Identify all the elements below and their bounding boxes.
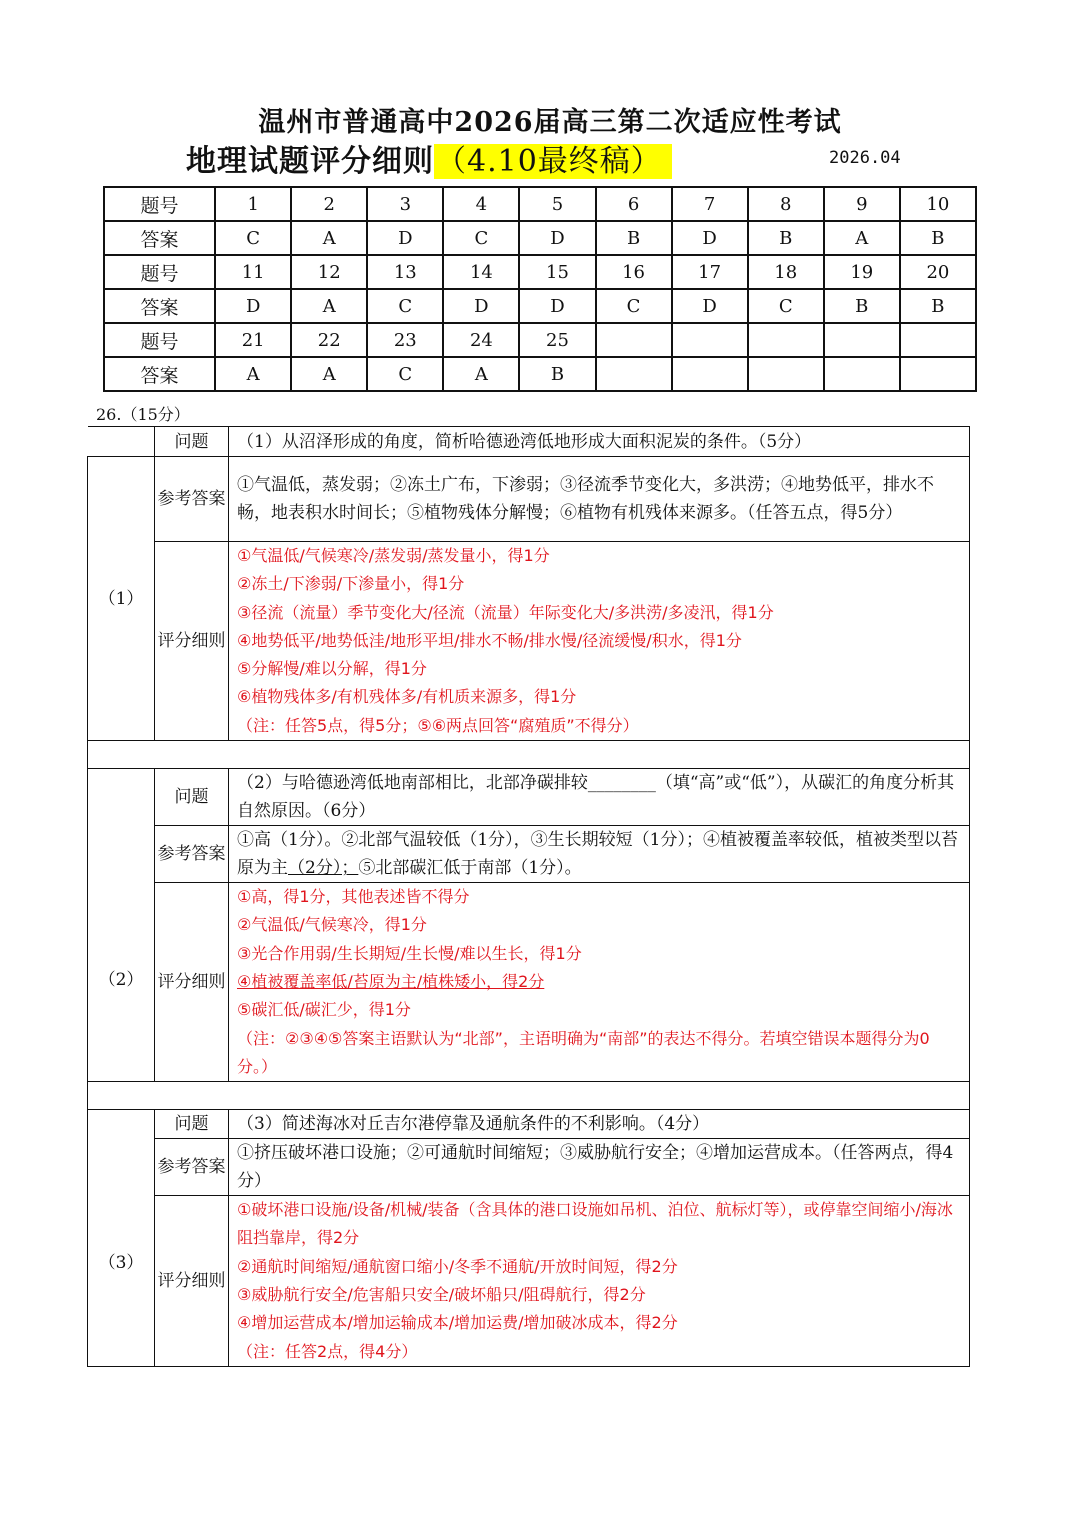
answer-cell: A: [291, 221, 367, 255]
answer-cell: A: [443, 357, 519, 391]
part1-id: （1）: [88, 457, 155, 741]
question-number-cell: 11: [215, 255, 291, 289]
answer-cell: [900, 357, 976, 391]
answer-cell: D: [519, 221, 595, 255]
question-number-label: 题号: [104, 255, 215, 289]
scoring-item: ①高，得1分，其他表述皆不得分: [237, 887, 470, 907]
part1-reference-row: [88, 457, 970, 542]
question-number-cell: [596, 323, 672, 357]
question-number-cell: 8: [748, 187, 824, 221]
part3-question: （3）简述海冰对丘吉尔港停靠及通航条件的不利影响。（4分）: [229, 1110, 970, 1139]
subtitle-text: 地理试题评分细则: [186, 144, 434, 179]
answer-label: 答案: [104, 221, 215, 255]
scoring-item: ⑤碳汇低/碳汇少，得1分: [237, 1000, 411, 1020]
question-number-label: 题号: [104, 323, 215, 357]
document-date: 2026.04: [829, 148, 901, 168]
scoring-item: ④增加运营成本/增加运输成本/增加运费/增加破冰成本，得2分: [237, 1313, 678, 1333]
answer-cell: D: [519, 289, 595, 323]
question-number-cell: 25: [519, 323, 595, 357]
question-number-cell: 20: [900, 255, 976, 289]
part2-question-row: [88, 769, 970, 826]
part1-reference: ①气温低，蒸发弱；②冻土广布，下渗弱；③径流季节变化大，多洪涝；④地势低平，排水不畅，地表积水时间长；⑤植物残体分解慢；⑥植物有机残体来源多。（任答五点，得5分）: [229, 457, 970, 542]
answer-row: [104, 221, 976, 255]
question-number-cell: 1: [215, 187, 291, 221]
question-number-cell: 9: [824, 187, 900, 221]
question-number-cell: [900, 323, 976, 357]
question-label: 问题: [155, 769, 229, 826]
question-number-cell: [748, 323, 824, 357]
question-number-row: [104, 323, 976, 357]
answer-cell: [596, 357, 672, 391]
answer-cell: B: [596, 221, 672, 255]
question-number-cell: 16: [596, 255, 672, 289]
answer-cell: B: [824, 289, 900, 323]
spacer-row: [88, 741, 970, 769]
part3-scoring-list: [229, 1196, 970, 1367]
scoring-note: （注：任答2点，得4分）: [237, 1341, 418, 1361]
document-title: 温州市普通高中2026届高三第二次适应性考试: [258, 107, 842, 138]
answer-cell: D: [443, 289, 519, 323]
scoring-item: ③径流（流量）季节变化大/径流（流量）年际变化大/多洪涝/多凌汛，得1分: [237, 602, 774, 622]
part3-reference: ①挤压破坏港口设施；②可通航时间缩短；③威胁航行安全；④增加运营成本。（任答两点，得4分）: [229, 1139, 970, 1196]
answer-label: 答案: [104, 357, 215, 391]
question-number-cell: 22: [291, 323, 367, 357]
question-number-cell: 4: [443, 187, 519, 221]
part3-reference-row: [88, 1139, 970, 1196]
answer-cell: A: [291, 357, 367, 391]
answer-row: [104, 289, 976, 323]
question-number-cell: 2: [291, 187, 367, 221]
answer-cell: [824, 357, 900, 391]
answer-cell: [672, 357, 748, 391]
part1-scoring-list: [229, 542, 970, 741]
scoring-item: ①气温低/气候寒冷/蒸发弱/蒸发量小，得1分: [237, 546, 550, 565]
answer-label: 答案: [104, 289, 215, 323]
answer-cell: C: [367, 289, 443, 323]
answer-cell: C: [443, 221, 519, 255]
answer-cell: B: [900, 221, 976, 255]
question-number-cell: 18: [748, 255, 824, 289]
scoring-item: ①破坏港口设施/设备/机械/装备（含具体的港口设施如吊机、泊位、航标灯等），或停靠空间缩小/海冰阻挡靠岸，得2分: [237, 1200, 953, 1248]
answer-row: [104, 357, 976, 391]
question-number-cell: [824, 323, 900, 357]
question-number-cell: 10: [900, 187, 976, 221]
final-draft-highlight: （4.10最终稿）: [434, 144, 672, 179]
answer-cell: D: [672, 221, 748, 255]
part3-question-row: [88, 1110, 970, 1139]
answer-cell: C: [215, 221, 291, 255]
part2-reference: ①高（1分）。②北部气温较低（1分），③生长期较短（1分）；④植被覆盖率较低，植被类型以苔原为主（2分）；⑤北部碳汇低于南部（1分）。: [229, 826, 970, 883]
part3-id: （3）: [88, 1110, 155, 1367]
question-number-cell: 7: [672, 187, 748, 221]
answer-cell: A: [824, 221, 900, 255]
question-number-cell: 3: [367, 187, 443, 221]
part2-id: （2）: [88, 769, 155, 1082]
question-number-cell: 5: [519, 187, 595, 221]
question-number-cell: 23: [367, 323, 443, 357]
answer-key-table: [103, 186, 977, 392]
answer-cell: D: [367, 221, 443, 255]
part2-scoring-row: [88, 883, 970, 1082]
question-label: 问题: [155, 1110, 229, 1139]
question-number-cell: 12: [291, 255, 367, 289]
reference-label: 参考答案: [155, 1139, 229, 1196]
answer-cell: [748, 357, 824, 391]
scoring-item: ⑥植物残体多/有机残体多/有机质来源多，得1分: [237, 687, 577, 707]
question-number-row: [104, 255, 976, 289]
scoring-note: （注：②③④⑤答案主语默认为“北部”，主语明确为“南部”的表达不得分。若填空错误本题得分为0分。）: [237, 1028, 930, 1076]
answer-cell: B: [900, 289, 976, 323]
part1-question: （1）从沼泽形成的角度，简析哈德逊湾低地形成大面积泥炭的条件。（5分）: [229, 427, 970, 457]
part2-reference-row: [88, 826, 970, 883]
reference-label: 参考答案: [155, 457, 229, 542]
reference-label: 参考答案: [155, 826, 229, 883]
answer-cell: A: [215, 357, 291, 391]
part2-scoring-list: [229, 883, 970, 1082]
answer-cell: B: [748, 221, 824, 255]
question-number-cell: 15: [519, 255, 595, 289]
scoring-item: ③光合作用弱/生长期短/生长慢/难以生长，得1分: [237, 943, 582, 963]
part2-question: （2）与哈德逊湾低地南部相比，北部净碳排较________（填“高”或“低”），从碳汇的角度分析其自然原因。（6分）: [229, 769, 970, 826]
scoring-note: （注：任答5点，得5分；⑤⑥两点回答“腐殖质”不得分）: [237, 715, 639, 735]
scoring-item: ④地势低平/地势低洼/地形平坦/排水不畅/排水慢/径流缓慢/积水，得1分: [237, 630, 742, 650]
question-number-cell: 6: [596, 187, 672, 221]
question-26-heading: 26.（15分）: [96, 405, 190, 424]
part1-scoring-row: [88, 542, 970, 741]
scoring-item: ③威胁航行安全/危害船只安全/破坏船只/阻碍航行，得2分: [237, 1285, 646, 1305]
question-number-cell: 17: [672, 255, 748, 289]
document-subtitle: [186, 136, 672, 180]
scoring-item: ②通航时间缩短/通航窗口缩小/冬季不通航/开放时间短，得2分: [237, 1256, 678, 1276]
answer-cell: C: [748, 289, 824, 323]
part3-scoring-row: [88, 1196, 970, 1367]
scoring-label: 评分细则: [155, 883, 229, 1082]
scoring-rubric-table: [87, 426, 970, 1367]
question-number-cell: 13: [367, 255, 443, 289]
part1-question-row: [88, 427, 970, 457]
question-number-cell: 14: [443, 255, 519, 289]
answer-cell: C: [596, 289, 672, 323]
scoring-item: ⑤分解慢/难以分解，得1分: [237, 659, 427, 679]
answer-cell: D: [672, 289, 748, 323]
scoring-item: ④植被覆盖率低/苔原为主/植株矮小，得2分: [237, 971, 545, 991]
question-number-row: [104, 187, 976, 221]
question-number-cell: 24: [443, 323, 519, 357]
answer-cell: D: [215, 289, 291, 323]
question-number-cell: 19: [824, 255, 900, 289]
scoring-label: 评分细则: [155, 1196, 229, 1367]
answer-cell: B: [519, 357, 595, 391]
scoring-item: ②气温低/气候寒冷，得1分: [237, 915, 427, 935]
scoring-label: 评分细则: [155, 542, 229, 741]
answer-cell: C: [367, 357, 443, 391]
question-label: 问题: [155, 427, 229, 457]
question-number-cell: 21: [215, 323, 291, 357]
scoring-item: ②冻土/下渗弱/下渗量小，得1分: [237, 574, 465, 594]
answer-cell: A: [291, 289, 367, 323]
question-number-cell: [672, 323, 748, 357]
question-number-label: 题号: [104, 187, 215, 221]
spacer-row: [88, 1082, 970, 1110]
